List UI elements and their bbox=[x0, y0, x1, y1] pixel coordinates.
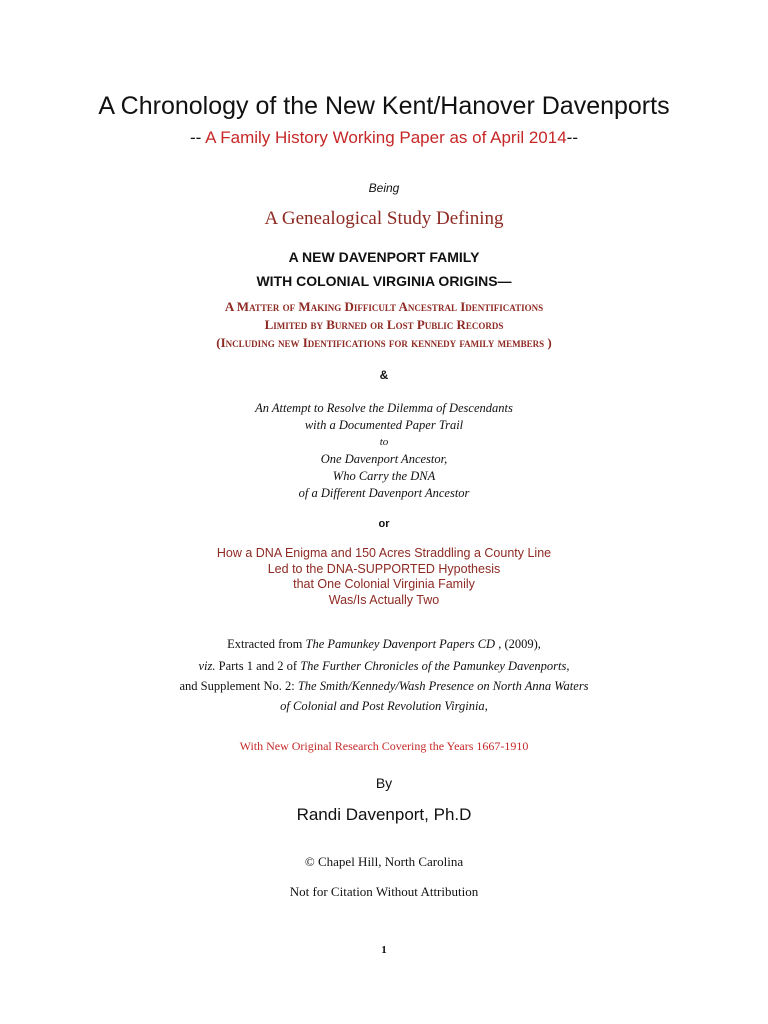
extracted-source-title: The Pamunkey Davenport Papers CD bbox=[305, 637, 496, 651]
bold-line-origins: WITH COLONIAL VIRGINIA ORIGINS— bbox=[256, 273, 512, 289]
dna-line-1: How a DNA Enigma and 150 Acres Straddling a County Line bbox=[216, 546, 552, 560]
dna-line-2: Led to the DNA-SUPPORTED Hypothesis bbox=[267, 562, 501, 576]
ampersand: & bbox=[379, 368, 389, 382]
extracted-supplement: and Supplement No. 2: bbox=[179, 679, 298, 693]
author-name: Randi Davenport, Ph.D bbox=[296, 805, 472, 824]
copyright-place: © Chapel Hill, North Carolina bbox=[304, 854, 464, 869]
italic-line-4: One Davenport Ancestor, bbox=[320, 452, 448, 466]
subtitle-dash-left: -- bbox=[190, 128, 206, 147]
subtitle-dash-right: -- bbox=[566, 128, 578, 147]
extracted-supplement-title: The Smith/Kennedy/Wash Presence on North Anna Waters bbox=[297, 679, 589, 693]
or-separator: or bbox=[378, 518, 390, 530]
extracted-line-3 bbox=[0, 679, 768, 694]
document-title: A Chronology of the New Kent/Hanover Davenports bbox=[98, 92, 670, 120]
being-label: Being bbox=[368, 181, 400, 195]
extracted-chronicles-title: The Further Chronicles of the Pamunkey Davenports, bbox=[300, 659, 570, 673]
extracted-prefix: Extracted from bbox=[227, 637, 306, 651]
extracted-parts: Parts 1 and 2 of bbox=[215, 659, 301, 673]
research-note: With New Original Research Covering the Years 1667-1910 bbox=[239, 739, 529, 753]
dna-line-4: Was/Is Actually Two bbox=[328, 593, 440, 607]
extracted-viz: viz. bbox=[198, 659, 216, 673]
document-subtitle bbox=[0, 128, 768, 148]
extracted-line-1 bbox=[0, 637, 768, 652]
italic-line-1: An Attempt to Resolve the Dilemma of Descendants bbox=[255, 401, 513, 415]
smallcaps-line-2: Limited by Burned or Lost Public Records bbox=[264, 317, 504, 332]
smallcaps-line-3: (Including new Identifications for kennedy family members ) bbox=[216, 335, 552, 350]
extracted-supplement-title-cont: of Colonial and Post Revolution Virginia bbox=[280, 699, 485, 713]
extracted-line-2 bbox=[0, 659, 768, 674]
extracted-comma: , bbox=[484, 699, 488, 713]
by-label: By bbox=[375, 775, 393, 791]
bold-line-family: A NEW DAVENPORT FAMILY bbox=[288, 249, 480, 265]
citation-notice: Not for Citation Without Attribution bbox=[289, 884, 479, 899]
italic-line-3: to bbox=[379, 436, 389, 448]
smallcaps-line-1: A Matter of Making Difficult Ancestral Identifications bbox=[224, 299, 544, 314]
italic-line-2: with a Documented Paper Trail bbox=[304, 418, 464, 432]
extracted-year: , (2009), bbox=[495, 637, 541, 651]
study-heading: A Genealogical Study Defining bbox=[264, 208, 504, 229]
extracted-line-4 bbox=[0, 699, 768, 714]
page-number: 1 bbox=[381, 944, 387, 956]
italic-line-5: Who Carry the DNA bbox=[332, 469, 436, 483]
subtitle-text: A Family History Working Paper as of April 2014 bbox=[205, 128, 567, 147]
dna-line-3: that One Colonial Virginia Family bbox=[293, 577, 475, 591]
italic-line-6: of a Different Davenport Ancestor bbox=[298, 486, 470, 500]
